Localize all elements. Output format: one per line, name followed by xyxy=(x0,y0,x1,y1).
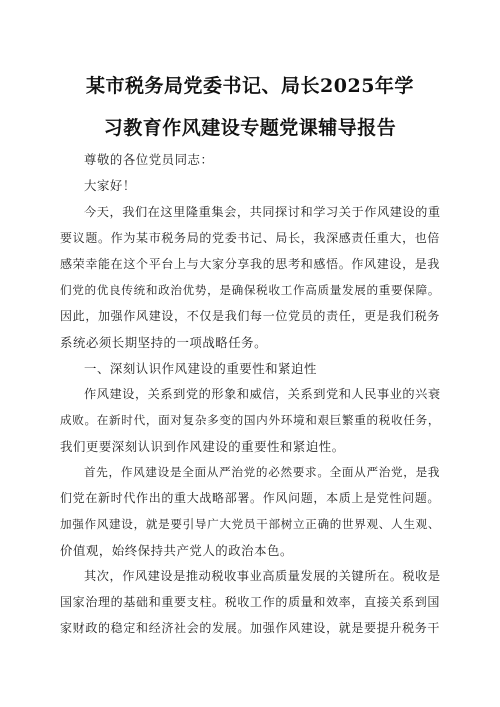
paragraph-1-line-4: 们党的优良传统和政治优势，是确保税收工作高质量发展的重要保障。 xyxy=(60,283,440,297)
paragraph-2-line-1: 作风建设，关系到党的形象和威信，关系到党和人民事业的兴衰 xyxy=(84,387,441,401)
paragraph-1-line-2: 要议题。作为某市税务局的党委书记、局长，我深感责任重大，也倍 xyxy=(60,231,440,245)
paragraph-1-line-5: 因此，加强作风建设，不仅是我们每一位党员的责任，更是我们税务 xyxy=(60,309,440,323)
paragraph-3-line-4: 价值观，始终保持共产党人的政治本色。 xyxy=(60,543,293,558)
paragraph-2-line-3: 我们更要深刻认识到作风建设的重要性和紧迫性。 xyxy=(60,439,345,454)
paragraph-3-line-1: 首先，作风建设是全面从严治党的必然要求。全面从严治党，是我 xyxy=(84,465,440,479)
paragraph-4-line-2: 国家治理的基础和重要支柱。税收工作的质量和效率，直接关系到国 xyxy=(60,595,440,609)
paragraph-1-line-3: 感荣幸能在这个平台上与大家分享我的思考和感悟。作风建设，是我 xyxy=(60,257,440,271)
section-heading-1: 一、深刻认识作风建设的重要性和紧迫性 xyxy=(84,361,317,376)
paragraph-4-line-1: 其次，作风建设是推动税收事业高质量发展的关键所在。税收是 xyxy=(84,569,441,583)
greeting: 大家好！ xyxy=(84,178,136,193)
document-title-line-2: 习教育作风建设专题党课辅导报告 xyxy=(103,117,397,139)
paragraph-3-line-3: 加强作风建设，就是要引导广大党员干部树立正确的世界观、人生观、 xyxy=(60,517,440,531)
paragraph-2-line-2: 成败。在新时代，面对复杂多变的国内外环境和艰巨繁重的税收任务， xyxy=(60,413,440,427)
document-title-line-1: 某市税务局党委书记、局长2025年学 xyxy=(86,75,414,97)
salutation: 尊敬的各位党员同志： xyxy=(84,152,214,167)
paragraph-1-line-1: 今天，我们在这里隆重集会，共同探讨和学习关于作风建设的重 xyxy=(84,205,441,219)
paragraph-1-line-6: 系统必须长期坚持的一项战略任务。 xyxy=(60,335,268,350)
paragraph-4-line-3: 家财政的稳定和经济社会的发展。加强作风建设，就是要提升税务干 xyxy=(60,621,440,635)
paragraph-3-line-2: 们党在新时代作出的重大战略部署。作风问题，本质上是党性问题。 xyxy=(60,491,440,505)
